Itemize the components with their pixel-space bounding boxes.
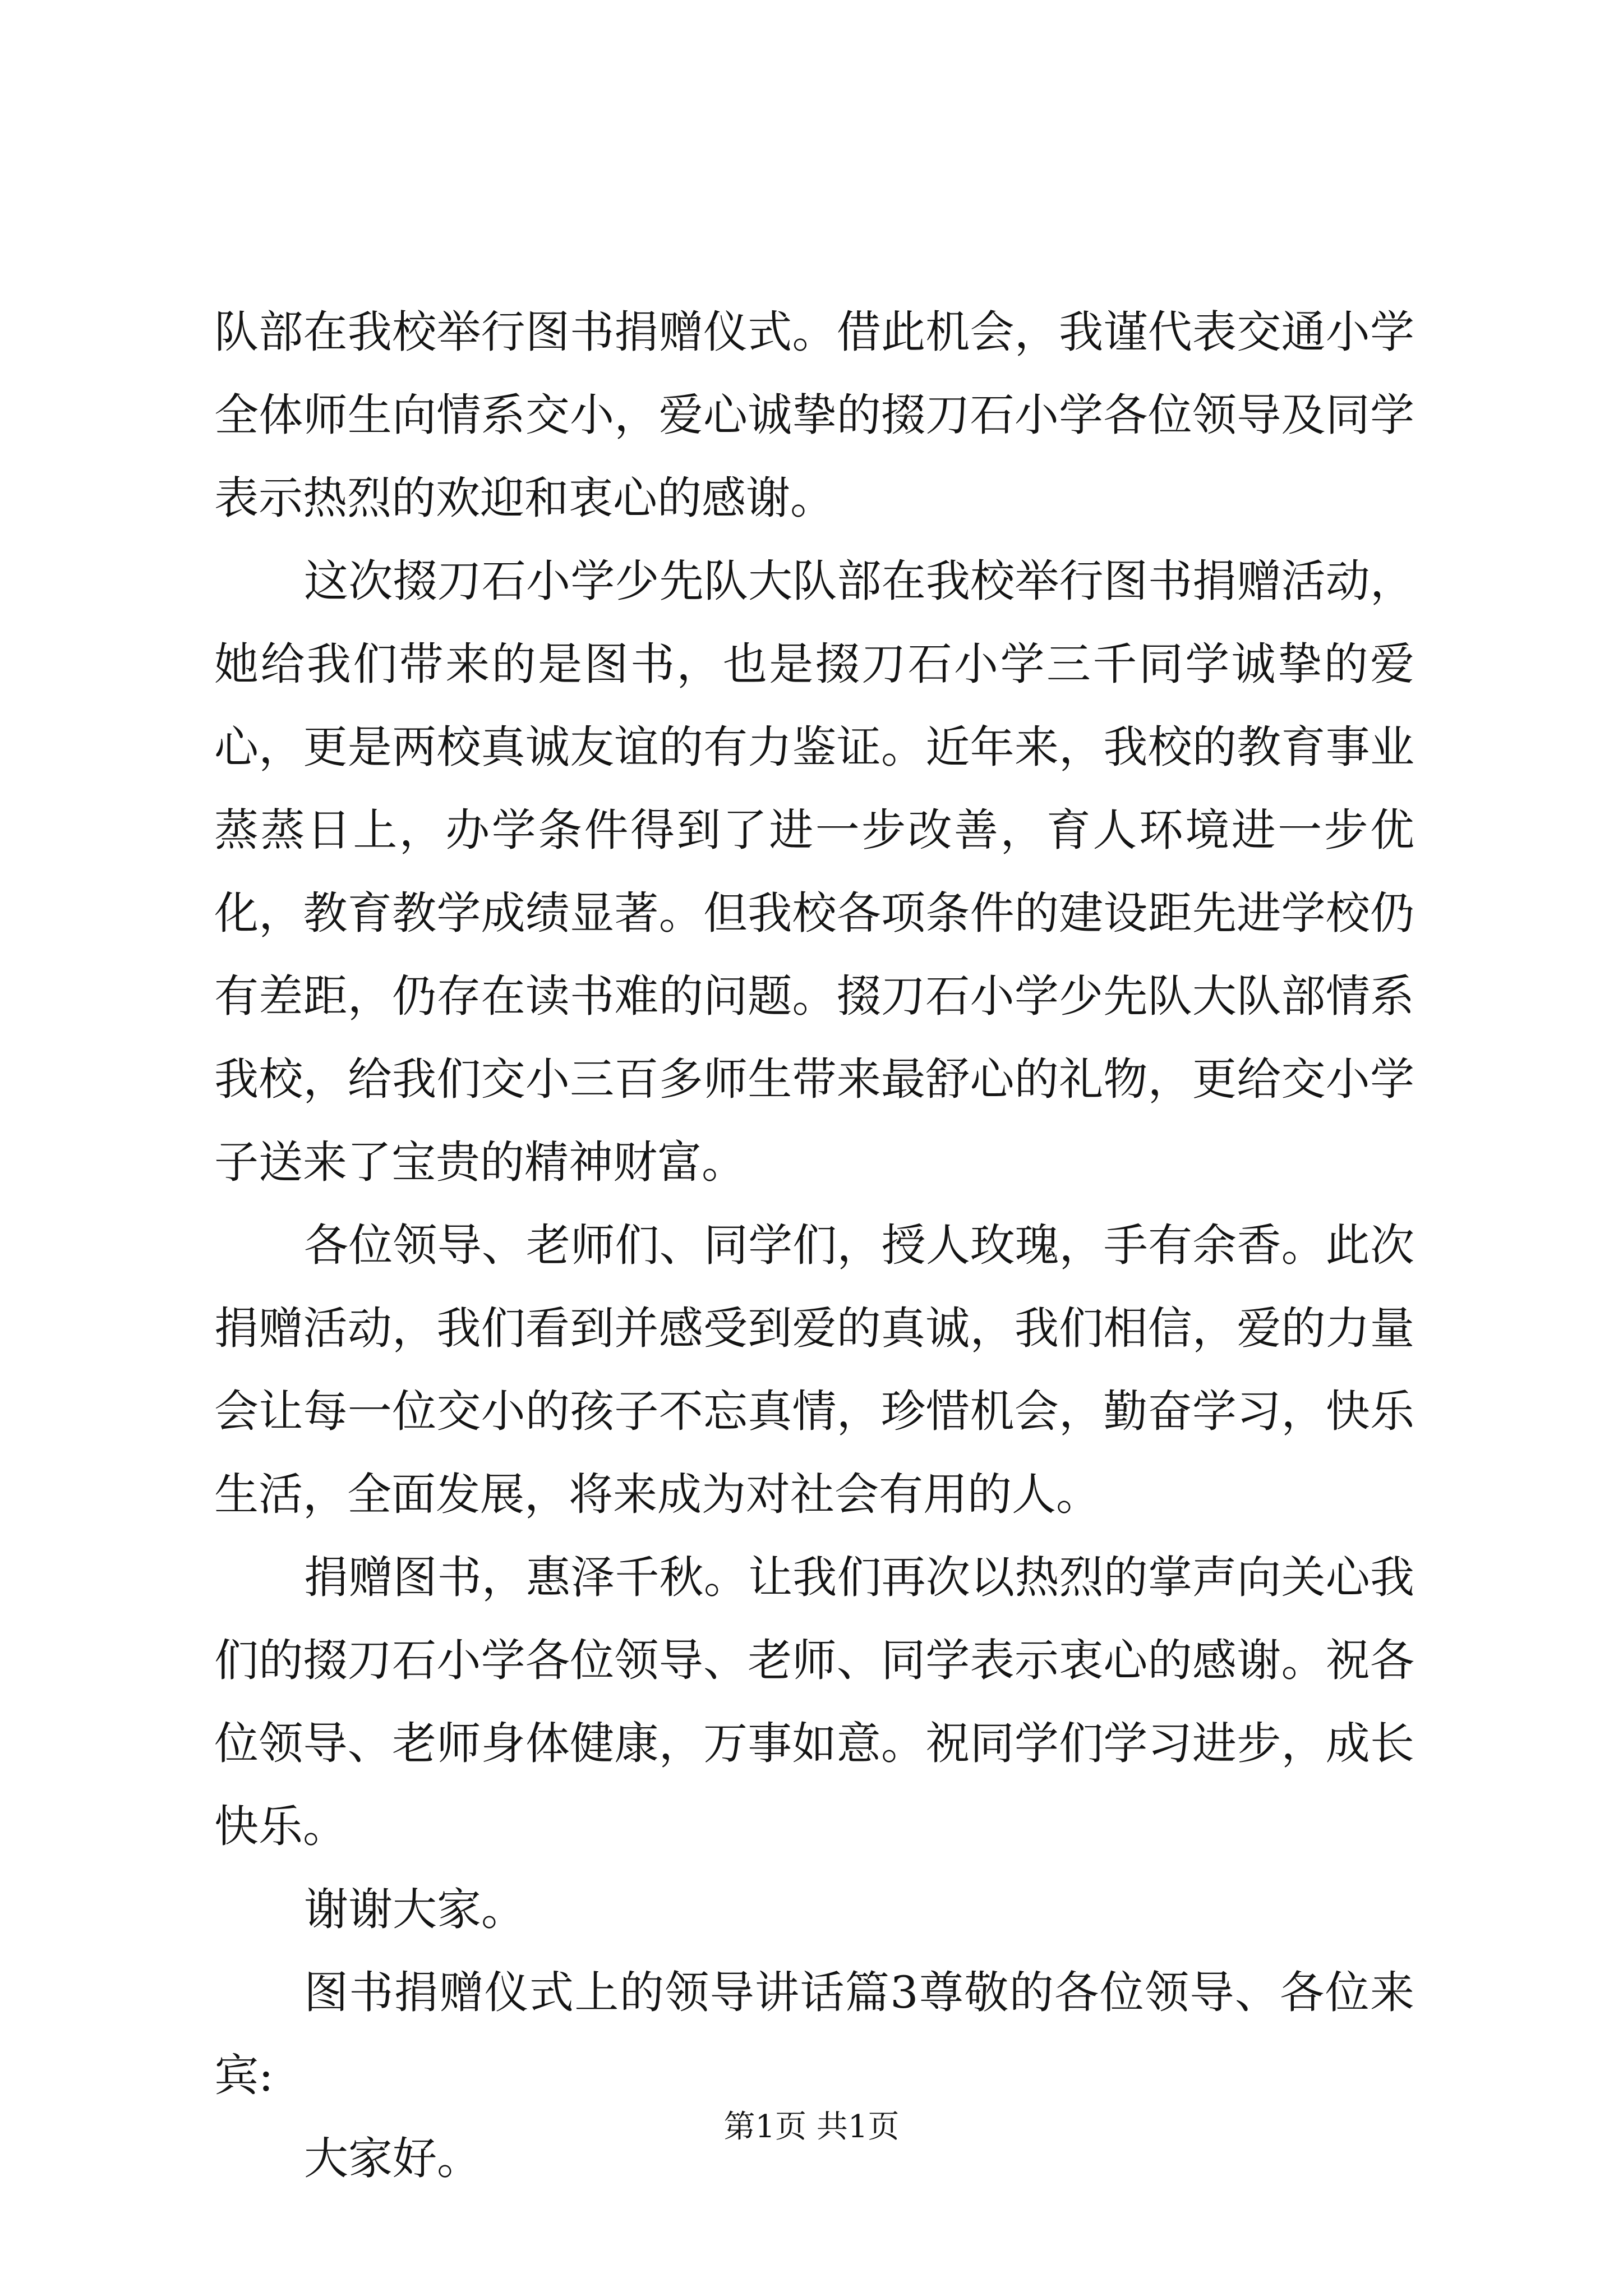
document-body <box>214 291 1414 2200</box>
paragraph-thanks: 捐赠图书，惠泽千秋。让我们再次以热烈的掌声向关心我们的掇刀石小学各位领导、老师、同学表示衷心的感谢。祝各位领导、老师身体健康，万事如意。祝同学们学习进步，成长快乐。 <box>214 1552 1414 1852</box>
paragraph-continuation: 队部在我校举行图书捐赠仪式。借此机会，我谨代表交通小学全体师生向情系交小，爱心诚挚的掇刀石小学各位领导及同学表示热烈的欢迎和衷心的感谢。 <box>214 306 1414 524</box>
paragraph-greeting: 大家好。 <box>304 2133 481 2184</box>
paragraph-section-heading: 图书捐赠仪式上的领导讲话篇3尊敬的各位领导、各位来宾: <box>214 1967 1414 2101</box>
page-footer: 第1页 共1页 <box>723 2109 900 2145</box>
paragraph-roses: 各位领导、老师们、同学们，授人玫瑰，手有余香。此次捐赠活动，我们看到并感受到爱的真诚，我们相信，爱的力量会让每一位交小的孩子不忘真情，珍惜机会，勤奋学习，快乐生活，全面发展，将来成为对社会有用的人。 <box>214 1220 1414 1520</box>
paragraph-donation-activity: 这次掇刀石小学少先队大队部在我校举行图书捐赠活动，她给我们带来的是图书，也是掇刀石小学三千同学诚挚的爱心，更是两校真诚友谊的有力鉴证。近年来，我校的教育事业蒸蒸日上，办学条件得到了进一步改善，育人环境进一步优化，教育教学成绩显著。但我校各项条件的建设距先进学校仍有差距，仍存在读书难的问题。掇刀石小学少先队大队部情系我校，给我们交小三百多师生带来最舒心的礼物，更给交小学子送来了宝贵的精神财富。 <box>214 555 1414 1188</box>
paragraph-closing: 谢谢大家。 <box>304 1884 525 1935</box>
